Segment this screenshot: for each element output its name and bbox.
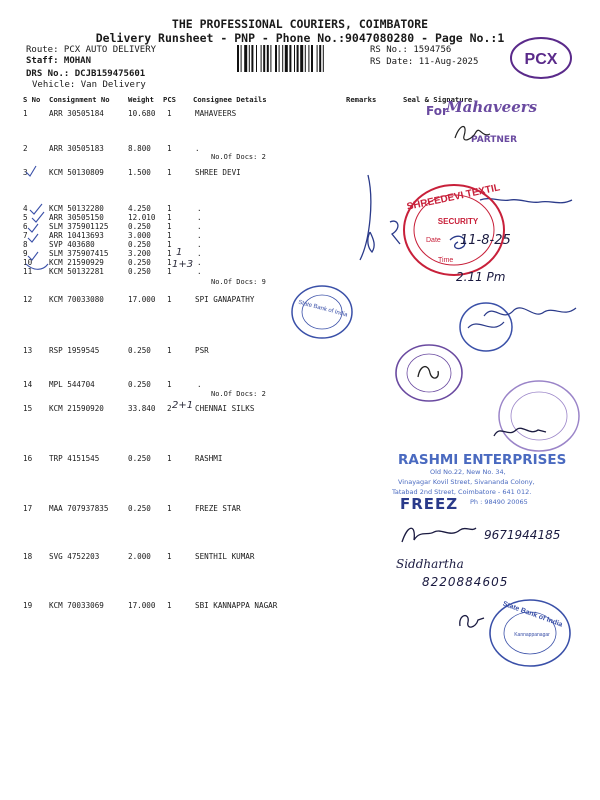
mahaveers-stamp: Mahaveers	[446, 98, 538, 116]
row-weight: 17.000	[128, 295, 156, 304]
pcs-handwritten: 1	[176, 247, 183, 258]
row-weight: 0.250	[128, 222, 151, 231]
row-consignment: ARR 30505184	[49, 109, 104, 118]
row-pcs: 1	[167, 144, 172, 153]
row-pcs: 1	[167, 240, 172, 249]
mahaveers-partner: PARTNER	[471, 135, 518, 145]
col-sno: S No	[23, 95, 41, 104]
row-sno: 16	[23, 454, 33, 463]
row-consignee: .	[197, 240, 202, 249]
row-consignee: .	[197, 231, 202, 240]
row-consignee: .	[197, 249, 202, 258]
runsheet-subtitle: Delivery Runsheet - PNP - Phone No.:9047080280 - Page No.:1	[95, 31, 505, 45]
signature-icon	[480, 298, 580, 328]
row-pcs: 1	[167, 454, 172, 463]
seal-text: Time	[438, 257, 454, 264]
row-sno: 13	[23, 346, 33, 355]
row-consignment: SVP 403680	[49, 240, 95, 249]
row-consignee: .	[197, 213, 202, 222]
row-weight: 0.250	[128, 267, 151, 276]
row-consignment: KCM 70033069	[49, 601, 104, 610]
col-consignee: Consignee Details	[193, 95, 267, 104]
row-consignee: .	[195, 144, 200, 153]
docs-count: No.Of Docs: 9	[211, 278, 266, 286]
row-pcs: 2	[167, 404, 172, 413]
shreedevi-seal	[398, 180, 510, 280]
sbi-seal	[290, 284, 354, 340]
row-pcs: 1	[167, 552, 172, 561]
row-consignee: PSR	[195, 346, 209, 355]
freez-stamp: FREEZ	[400, 495, 459, 513]
row-consignment: KCM 70033080	[49, 295, 104, 304]
row-pcs: 1	[167, 231, 172, 240]
rashmi-stamp: RASHMI ENTERPRISES	[398, 452, 567, 468]
row-consignee: FREZE STAR	[195, 504, 241, 513]
signature-icon	[490, 420, 550, 444]
violet-seal	[394, 343, 464, 403]
rashmi-address: Old No.22, New No. 34,	[430, 468, 506, 476]
rs-number: RS No.: 1594756	[370, 45, 452, 55]
row-consignee: .	[197, 380, 202, 389]
row-weight: 1.500	[128, 168, 151, 177]
row-sno: 8	[23, 240, 28, 249]
row-consignee: .	[197, 267, 202, 276]
row-sno: 9	[23, 249, 28, 258]
row-weight: 3.200	[128, 249, 151, 258]
col-seal-signature: Seal & Signature	[403, 95, 473, 104]
route-label: Route: PCX AUTO DELIVERY	[26, 45, 157, 55]
row-consignment: KCM 21590929	[49, 258, 104, 267]
handwritten-name: Siddhartha	[396, 557, 464, 571]
row-weight: 0.250	[128, 380, 151, 389]
row-weight: 8.800	[128, 144, 151, 153]
rashmi-address: Tatabad 2nd Street, Coimbatore - 641 012.	[392, 488, 532, 496]
row-pcs: 1	[167, 601, 172, 610]
row-weight: 12.010	[128, 213, 156, 222]
row-consignment: SVG 4752203	[49, 552, 100, 561]
pcx-logo-text: PCX	[524, 51, 558, 68]
row-weight: 2.000	[128, 552, 151, 561]
row-consignee: .	[197, 258, 202, 267]
row-sno: 15	[23, 404, 33, 413]
row-weight: 0.250	[128, 346, 151, 355]
row-pcs: 1	[167, 222, 172, 231]
row-consignment: KCM 50130809	[49, 168, 104, 177]
docs-count: No.Of Docs: 2	[211, 153, 266, 161]
row-consignment: ARR 30505150	[49, 213, 104, 222]
row-consignee: SBI KANNAPPA NAGAR	[195, 601, 278, 610]
seal-text: State Bank of India	[501, 600, 564, 629]
handwritten-date: 11-8-25	[460, 233, 511, 248]
row-weight: 17.000	[128, 601, 156, 610]
vehicle-label: Vehicle: Van Delivery	[32, 80, 146, 90]
row-sno: 14	[23, 380, 33, 389]
row-pcs: 1	[167, 504, 172, 513]
pcs-handwritten: 1+3	[172, 259, 194, 270]
row-sno: 1	[23, 109, 28, 118]
col-remarks: Remarks	[346, 95, 377, 104]
row-consignment: TRP 4151545	[49, 454, 100, 463]
mahaveers-for: For	[426, 104, 448, 118]
row-weight: 3.000	[128, 231, 151, 240]
row-consignment: KCM 21590920	[49, 404, 104, 413]
row-consignment: KCM 50132281	[49, 267, 104, 276]
signature-icon	[398, 516, 478, 552]
row-consignment: SLM 375907415	[49, 249, 109, 258]
row-pcs: 1	[167, 168, 172, 177]
pcx-logo	[509, 36, 573, 80]
row-weight: 0.250	[128, 258, 151, 267]
seal-text: Kannappanagar	[514, 632, 550, 638]
row-consignment: ARR 10413693	[49, 231, 104, 240]
row-consignment: RSP 1959545	[49, 346, 100, 355]
row-sno: 5	[23, 213, 28, 222]
row-consignee: .	[197, 222, 202, 231]
row-pcs: 1	[167, 109, 172, 118]
row-consignee: MAHAVEERS	[195, 109, 237, 118]
row-sno: 12	[23, 295, 33, 304]
barcode-icon	[237, 45, 364, 72]
row-sno: 17	[23, 504, 33, 513]
signature-icon	[454, 608, 488, 634]
row-sno: 2	[23, 144, 28, 153]
signature-icon	[450, 118, 495, 148]
row-weight: 10.680	[128, 109, 156, 118]
row-weight: 0.250	[128, 504, 151, 513]
sbi-kannappa-seal	[488, 598, 572, 668]
row-sno: 4	[23, 204, 28, 213]
row-consignee: CHENNAI SILKS	[195, 404, 255, 413]
row-consignment: ARR 30505183	[49, 144, 104, 153]
col-consignment: Consignment No	[49, 95, 110, 104]
seal-text: Date	[426, 237, 441, 244]
row-consignment: KCM 50132280	[49, 204, 104, 213]
row-pcs: 1	[167, 213, 172, 222]
row-weight: 0.250	[128, 454, 151, 463]
row-consignment: MPL 544704	[49, 380, 95, 389]
row-sno: 3	[23, 168, 28, 177]
rashmi-address: Vinayagar Kovil Street, Sivananda Colony,	[398, 478, 535, 486]
handwritten-time: 2.11 Pm	[456, 270, 506, 284]
row-pcs: 1	[167, 346, 172, 355]
staff-label: Staff: MOHAN	[26, 56, 92, 66]
pcs-handwritten: 2+1	[172, 400, 194, 411]
row-sno: 11	[23, 267, 33, 276]
row-weight: 33.840	[128, 404, 156, 413]
col-pcs: PCS	[163, 95, 176, 104]
handwritten-phone: 8220884605	[422, 575, 509, 589]
row-sno: 18	[23, 552, 33, 561]
row-sno: 6	[23, 222, 28, 231]
row-sno: 10	[23, 258, 33, 267]
row-pcs: 1	[167, 295, 172, 304]
row-pcs: 1	[167, 249, 172, 258]
row-weight: 0.250	[128, 240, 151, 249]
row-consignee: SPI GANAPATHY	[195, 295, 255, 304]
row-weight: 4.250	[128, 204, 151, 213]
row-consignee: .	[197, 204, 202, 213]
seal-text: State Bank of India	[297, 299, 349, 319]
row-sno: 7	[23, 231, 28, 240]
row-pcs: 1	[167, 258, 172, 267]
company-title: THE PROFESSIONAL COURIERS, COIMBATORE	[171, 17, 429, 31]
rs-date: RS Date: 11-Aug-2025	[370, 57, 479, 67]
seal-text: SECURITY	[437, 217, 479, 226]
col-weight: Weight	[128, 95, 154, 104]
row-consignment: MAA 707937835	[49, 504, 109, 513]
row-pcs: 1	[167, 267, 172, 276]
check-marks-icon	[24, 160, 54, 285]
row-sno: 19	[23, 601, 33, 610]
rashmi-phone: Ph : 98490 20065	[470, 498, 528, 506]
row-consignment: SLM 375901125	[49, 222, 109, 231]
drs-number: DRS No.: DCJB159475601	[26, 69, 146, 79]
row-pcs: 1	[167, 380, 172, 389]
seal-text: SHREEDEVI TEXTIL	[405, 182, 502, 213]
row-consignee: RASHMI	[195, 454, 223, 463]
row-consignee: SHREE DEVI	[195, 168, 241, 177]
row-consignee: SENTHIL KUMAR	[195, 552, 255, 561]
docs-count: No.Of Docs: 2	[211, 390, 266, 398]
row-pcs: 1	[167, 204, 172, 213]
handwritten-phone: 9671944185	[484, 528, 561, 542]
